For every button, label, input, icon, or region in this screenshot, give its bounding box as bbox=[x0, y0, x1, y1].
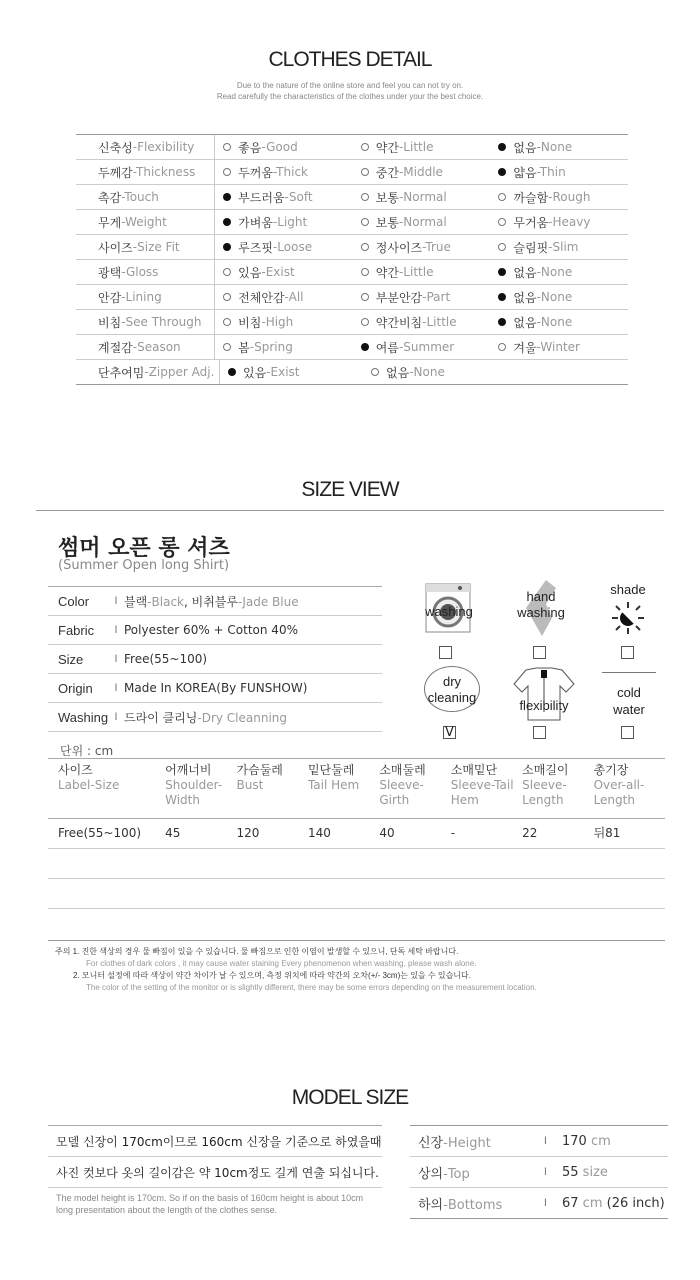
detail-label bbox=[76, 260, 215, 284]
model-separator: l bbox=[544, 1135, 547, 1147]
model-size-value bbox=[562, 1134, 611, 1149]
empty-circle-icon bbox=[361, 268, 369, 276]
option-ko: 없음 bbox=[513, 315, 537, 330]
model-line-1: 모델 신장이 170cm이므로 160cm 신장을 기준으로 하였을때 bbox=[48, 1126, 382, 1157]
divider bbox=[48, 940, 665, 941]
info-row bbox=[48, 645, 382, 674]
size-view-title: SIZE VIEW bbox=[301, 478, 399, 501]
info-key: Origin bbox=[58, 680, 93, 696]
header-en: Sleeve-Girth bbox=[379, 778, 424, 807]
selected-dot-icon bbox=[361, 343, 369, 351]
detail-option bbox=[490, 239, 628, 256]
detail-option bbox=[215, 214, 353, 231]
detail-row bbox=[76, 285, 628, 310]
size-data-cell: - bbox=[450, 826, 456, 840]
option-en: -Exist bbox=[261, 265, 295, 279]
header-en: Sleeve-Tail Hem bbox=[450, 778, 514, 807]
size-data-cell: Free(55~100) bbox=[58, 826, 142, 840]
detail-label-en: -Zipper Adj. bbox=[144, 365, 215, 379]
selected-dot-icon bbox=[223, 243, 231, 251]
size-header-cell bbox=[165, 763, 236, 818]
detail-option bbox=[353, 189, 491, 206]
header-ko: 어깨너비 bbox=[165, 763, 212, 777]
empty-row bbox=[48, 849, 665, 879]
empty-circle-icon bbox=[361, 293, 369, 301]
header-en: Tail Hem bbox=[307, 778, 360, 792]
header-en: Sleeve-Length bbox=[522, 778, 567, 807]
empty-circle-icon bbox=[223, 343, 231, 351]
washing-label: washing bbox=[425, 604, 473, 619]
info-row bbox=[48, 674, 382, 703]
empty-circle-icon bbox=[371, 368, 379, 376]
detail-option bbox=[353, 214, 491, 231]
shade-checkbox[interactable] bbox=[621, 646, 634, 659]
detail-option bbox=[490, 339, 628, 356]
header-ko: 소매밑단 bbox=[450, 763, 498, 777]
size-data-row bbox=[48, 819, 665, 849]
header-ko: 소매길이 bbox=[522, 763, 569, 777]
detail-label bbox=[76, 310, 215, 334]
detail-table bbox=[76, 134, 628, 385]
option-en: -Light bbox=[272, 215, 308, 229]
option-en: -Normal bbox=[398, 190, 447, 204]
note-1-ko: 주의 1. 진한 색상의 경우 물 빠짐이 있을 수 있습니다. 물 빠짐으로 인한 이염이 발생할 수 있으니, 단독 세탁 바랍니다. bbox=[55, 947, 459, 956]
sun-icon bbox=[608, 600, 648, 636]
model-separator: l bbox=[544, 1197, 547, 1209]
model-size-key bbox=[410, 1194, 544, 1213]
detail-row bbox=[76, 235, 628, 260]
model-size-value bbox=[562, 1196, 665, 1211]
model-extra: (26 inch) bbox=[602, 1195, 665, 1211]
option-en: -Thick bbox=[272, 165, 308, 179]
detail-option bbox=[490, 264, 628, 281]
size-data-cell: 22 bbox=[522, 826, 538, 840]
size-data-cell: 120 bbox=[236, 826, 260, 840]
detail-option bbox=[215, 289, 353, 306]
detail-label bbox=[76, 235, 215, 259]
option-ko: 부분안감 bbox=[375, 290, 423, 305]
option-en: -Little bbox=[422, 315, 457, 329]
empty-circle-icon bbox=[223, 143, 231, 151]
note-1-en: For clothes of dark colors , it may cause water staining Every phenomenon when washing, please wash alone. bbox=[86, 959, 477, 968]
dry-line-1: dry bbox=[442, 674, 462, 689]
option-en: -Loose bbox=[272, 240, 313, 254]
option-ko: 좋음 bbox=[238, 140, 262, 155]
model-size-row bbox=[410, 1157, 668, 1188]
cold-line-1: cold bbox=[617, 685, 641, 700]
info-value: Polyester 60% + Cotton 40% bbox=[124, 623, 298, 637]
info-separator: l bbox=[114, 711, 118, 723]
info-key: Color bbox=[58, 593, 90, 609]
model-unit: size bbox=[578, 1164, 608, 1180]
empty-circle-icon bbox=[498, 218, 506, 226]
option-ko: 부드러움 bbox=[238, 190, 285, 205]
detail-label-ko: 촉감 bbox=[98, 190, 122, 205]
info-value-part: -Jade Blue bbox=[237, 594, 299, 609]
detail-option bbox=[490, 164, 628, 181]
detail-label bbox=[76, 210, 215, 234]
info-value-part: -Dry Cleanning bbox=[197, 710, 288, 725]
size-data-cell: 40 bbox=[379, 826, 395, 840]
shade-label: shade bbox=[610, 582, 646, 597]
hand-washing-checkbox[interactable] bbox=[533, 646, 546, 659]
size-data-cell: 뒤81 bbox=[593, 826, 621, 840]
option-en: -Spring bbox=[249, 340, 293, 354]
model-size-row bbox=[410, 1126, 668, 1157]
info-key: Size bbox=[58, 651, 84, 667]
detail-option bbox=[215, 164, 353, 181]
info-value-part: , 비취블루 bbox=[183, 594, 238, 609]
option-en: -High bbox=[261, 315, 294, 329]
header-en: Shoulder-Width bbox=[165, 778, 223, 807]
detail-subtitle-2: Read carefully the characteristics of the clothes under your the best choice. bbox=[216, 92, 484, 101]
info-key: Fabric bbox=[58, 622, 95, 638]
selected-dot-icon bbox=[498, 318, 506, 326]
detail-option bbox=[490, 189, 628, 206]
option-ko: 겨울 bbox=[513, 340, 537, 355]
detail-row bbox=[76, 185, 628, 210]
option-en: -None bbox=[536, 315, 573, 329]
detail-label-en: -Thickness bbox=[132, 165, 196, 179]
model-key-ko: 하의 bbox=[418, 1197, 444, 1213]
info-separator: l bbox=[114, 682, 118, 694]
model-line-2: 사진 컷보다 옷의 길이감은 약 10cm정도 길게 연출 되십니다. bbox=[48, 1157, 382, 1188]
detail-row bbox=[76, 360, 628, 385]
option-ko: 루즈핏 bbox=[238, 240, 273, 255]
model-size-table bbox=[410, 1125, 668, 1219]
selected-dot-icon bbox=[498, 293, 506, 301]
option-en: -None bbox=[536, 290, 573, 304]
option-en: -Rough bbox=[548, 190, 591, 204]
header-en: Over-all-Length bbox=[593, 778, 645, 807]
option-ko: 보통 bbox=[375, 190, 399, 205]
detail-option bbox=[215, 314, 353, 331]
detail-label-en: -Touch bbox=[121, 190, 159, 204]
selected-dot-icon bbox=[498, 143, 506, 151]
detail-option bbox=[490, 314, 628, 331]
header-ko: 사이즈 bbox=[58, 763, 93, 777]
detail-label-ko: 광택 bbox=[98, 265, 122, 280]
model-key-en: -Height bbox=[443, 1135, 491, 1151]
detail-option bbox=[215, 239, 353, 256]
size-header-cell bbox=[48, 763, 165, 818]
option-en: -Good bbox=[261, 140, 298, 154]
detail-option bbox=[353, 339, 491, 356]
header-en: Bust bbox=[236, 778, 264, 792]
detail-option bbox=[353, 314, 491, 331]
info-value: Free(55~100) bbox=[124, 652, 208, 666]
option-ko: 없음 bbox=[513, 290, 537, 305]
unit-label: 단위 : cm bbox=[60, 744, 114, 758]
option-ko: 슬림핏 bbox=[513, 240, 549, 255]
option-ko: 있음 bbox=[238, 265, 262, 280]
option-ko: 여름 bbox=[375, 340, 399, 355]
detail-option bbox=[490, 214, 628, 231]
option-en: -Exist bbox=[266, 365, 300, 379]
empty-circle-icon bbox=[223, 318, 231, 326]
model-key-en: -Bottoms bbox=[443, 1197, 503, 1213]
detail-row bbox=[76, 310, 628, 335]
dry-cleaning-checkbox[interactable]: V bbox=[443, 726, 456, 739]
selected-dot-icon bbox=[498, 168, 506, 176]
model-separator: l bbox=[544, 1166, 547, 1178]
option-ko: 약간 bbox=[375, 140, 399, 155]
option-en: -Soft bbox=[284, 190, 313, 204]
flexibility-label: flexibility bbox=[519, 698, 569, 713]
detail-option bbox=[353, 289, 491, 306]
detail-label-en: -Lining bbox=[121, 290, 162, 304]
header-ko: 총기장 bbox=[593, 763, 629, 777]
info-separator: l bbox=[114, 624, 118, 636]
model-key-ko: 신장 bbox=[418, 1135, 444, 1151]
cold-water-checkbox[interactable] bbox=[621, 726, 634, 739]
model-value: 55 bbox=[562, 1164, 579, 1180]
detail-option bbox=[220, 364, 363, 381]
hand-washing-label bbox=[508, 589, 574, 621]
model-unit: cm bbox=[578, 1195, 603, 1211]
option-ko: 없음 bbox=[513, 140, 537, 155]
detail-row bbox=[76, 210, 628, 235]
option-en: -Heavy bbox=[548, 215, 591, 229]
option-ko: 봄 bbox=[238, 340, 250, 355]
detail-option bbox=[363, 364, 506, 381]
info-value-part: 드라이 클리닝 bbox=[124, 710, 198, 725]
detail-row bbox=[76, 335, 628, 360]
detail-label bbox=[76, 285, 215, 309]
size-header-cell bbox=[522, 763, 593, 818]
detail-label-en: -Weight bbox=[121, 215, 167, 229]
detail-option bbox=[215, 139, 353, 156]
detail-option bbox=[353, 264, 491, 281]
detail-label-ko: 신축성 bbox=[98, 140, 133, 155]
detail-row bbox=[76, 260, 628, 285]
option-ko: 있음 bbox=[243, 365, 267, 380]
detail-option bbox=[353, 164, 491, 181]
clothes-detail-title: CLOTHES DETAIL bbox=[268, 48, 432, 71]
detail-label-ko: 안감 bbox=[98, 290, 122, 305]
cold-line-2: water bbox=[613, 702, 645, 717]
empty-circle-icon bbox=[223, 168, 231, 176]
detail-label-en: -Season bbox=[132, 340, 181, 354]
note-2-en: The color of the setting of the monitor or is slightly different, there may be some errors depending on the measurement location. bbox=[86, 983, 537, 992]
detail-label-ko: 계절감 bbox=[98, 340, 133, 355]
option-en: -Little bbox=[398, 140, 434, 154]
model-key-en: -Top bbox=[443, 1166, 470, 1182]
empty-circle-icon bbox=[361, 143, 369, 151]
dry-cleaning-label bbox=[420, 674, 484, 706]
empty-circle-icon bbox=[223, 268, 231, 276]
empty-circle-icon bbox=[498, 343, 506, 351]
hand-washing-line-1: hand bbox=[526, 589, 556, 604]
model-size-key bbox=[410, 1163, 544, 1182]
option-ko: 가벼움 bbox=[238, 215, 273, 230]
option-ko: 두꺼움 bbox=[238, 165, 273, 180]
divider bbox=[36, 510, 664, 511]
empty-circle-icon bbox=[361, 168, 369, 176]
info-separator: l bbox=[114, 653, 118, 665]
size-header-cell bbox=[237, 763, 308, 818]
detail-label bbox=[76, 185, 215, 209]
product-info-table bbox=[48, 586, 382, 732]
model-key-ko: 상의 bbox=[418, 1166, 444, 1182]
empty-circle-icon bbox=[361, 218, 369, 226]
selected-dot-icon bbox=[223, 218, 231, 226]
empty-circle-icon bbox=[361, 318, 369, 326]
info-value-part: 블랙 bbox=[124, 594, 148, 609]
detail-option bbox=[353, 139, 491, 156]
detail-label bbox=[76, 335, 215, 359]
dry-line-2: cleaning bbox=[427, 690, 477, 705]
hand-washing-line-2: washing bbox=[517, 605, 565, 620]
detail-label-ko: 두께감 bbox=[98, 165, 133, 180]
option-ko: 전체안감 bbox=[238, 290, 285, 305]
size-data-cell: 140 bbox=[307, 826, 331, 840]
size-header-cell bbox=[594, 763, 665, 818]
detail-row bbox=[76, 135, 628, 160]
info-value: Made In KOREA(By FUNSHOW) bbox=[124, 681, 308, 695]
option-en: -True bbox=[422, 240, 451, 254]
detail-option bbox=[353, 239, 491, 256]
detail-option bbox=[490, 289, 628, 306]
model-note: The model height is 170cm. So if on the basis of 160cm height is about 10cm long presentation about the length of the clothes sense. bbox=[56, 1193, 364, 1215]
info-value-part: -Black bbox=[147, 594, 184, 609]
size-header-cell bbox=[379, 763, 450, 818]
selected-dot-icon bbox=[223, 193, 231, 201]
detail-label-en: -Size Fit bbox=[132, 240, 180, 254]
empty-row bbox=[48, 879, 665, 909]
header-ko: 가슴둘레 bbox=[236, 763, 283, 777]
detail-label-ko: 무게 bbox=[98, 215, 122, 230]
size-table-header bbox=[48, 759, 665, 819]
header-ko: 밑단둘레 bbox=[307, 763, 355, 777]
detail-subtitle-1: Due to the nature of the online store and feel you can not try on. bbox=[236, 81, 464, 90]
info-row bbox=[48, 616, 382, 645]
option-en: -None bbox=[409, 365, 445, 379]
empty-circle-icon bbox=[498, 243, 506, 251]
option-ko: 약간비침 bbox=[375, 315, 423, 330]
product-name-ko: 썸머 오픈 롱 셔츠 bbox=[58, 536, 230, 561]
detail-label-ko: 단추여밈 bbox=[98, 365, 145, 380]
size-header-cell bbox=[451, 763, 522, 818]
empty-circle-icon bbox=[361, 193, 369, 201]
empty-circle-icon bbox=[361, 243, 369, 251]
model-value: 67 bbox=[562, 1195, 579, 1211]
header-ko: 소매둘레 bbox=[379, 763, 426, 777]
selected-dot-icon bbox=[228, 368, 236, 376]
detail-label bbox=[76, 360, 220, 384]
cold-water-label bbox=[600, 684, 658, 718]
option-ko: 비침 bbox=[238, 315, 262, 330]
option-en: -Summer bbox=[398, 340, 455, 354]
info-value bbox=[124, 593, 299, 610]
detail-label bbox=[76, 160, 215, 184]
info-row bbox=[48, 587, 382, 616]
option-en: -Slim bbox=[548, 240, 579, 254]
model-size-row bbox=[410, 1188, 668, 1219]
option-ko: 정사이즈 bbox=[375, 240, 423, 255]
empty-circle-icon bbox=[223, 293, 231, 301]
shirt-icon bbox=[512, 666, 576, 722]
detail-label bbox=[76, 135, 215, 159]
option-en: -Normal bbox=[398, 215, 447, 229]
selected-dot-icon bbox=[498, 268, 506, 276]
option-en: -Winter bbox=[536, 340, 580, 354]
option-en: -None bbox=[536, 265, 573, 279]
model-size-value bbox=[562, 1165, 608, 1180]
option-ko: 없음 bbox=[513, 265, 537, 280]
model-size-key bbox=[410, 1132, 544, 1151]
size-data-cell: 45 bbox=[165, 826, 181, 840]
option-en: -All bbox=[284, 290, 304, 304]
flexibility-checkbox[interactable] bbox=[533, 726, 546, 739]
option-ko: 무거움 bbox=[513, 215, 549, 230]
option-ko: 얇음 bbox=[513, 165, 537, 180]
option-en: -Thin bbox=[536, 165, 566, 179]
option-ko: 없음 bbox=[386, 365, 410, 380]
option-en: -Middle bbox=[398, 165, 443, 179]
size-header-cell bbox=[308, 763, 379, 818]
detail-option bbox=[215, 339, 353, 356]
option-ko: 까슬함 bbox=[513, 190, 549, 205]
product-name-en: (Summer Open long Shirt) bbox=[58, 558, 230, 573]
detail-row bbox=[76, 160, 628, 185]
option-ko: 보통 bbox=[375, 215, 399, 230]
detail-option bbox=[215, 264, 353, 281]
detail-label-en: -Gloss bbox=[121, 265, 159, 279]
detail-label-ko: 사이즈 bbox=[98, 240, 133, 255]
option-en: -None bbox=[536, 140, 573, 154]
option-en: -Part bbox=[422, 290, 451, 304]
empty-circle-icon bbox=[498, 193, 506, 201]
model-size-title: MODEL SIZE bbox=[291, 1086, 409, 1109]
model-description bbox=[48, 1125, 382, 1220]
header-en: Label-Size bbox=[58, 778, 120, 792]
option-en: -Little bbox=[398, 265, 434, 279]
note-2-ko: 2. 모니터 설정에 따라 색상이 약간 차이가 날 수 있으며, 측정 위치에 따라 약간의 오차(+/- 3cm)는 있을 수 있습니다. bbox=[73, 971, 471, 980]
detail-label-en: -See Through bbox=[121, 315, 202, 329]
detail-option bbox=[215, 189, 353, 206]
info-value bbox=[124, 709, 287, 726]
info-separator: l bbox=[114, 595, 118, 607]
detail-label-ko: 비침 bbox=[98, 315, 122, 330]
size-table bbox=[48, 758, 665, 909]
option-ko: 약간 bbox=[375, 265, 399, 280]
info-row bbox=[48, 703, 382, 732]
info-key: Washing bbox=[58, 709, 109, 725]
detail-label-en: -Flexibility bbox=[132, 140, 195, 154]
washing-checkbox[interactable] bbox=[439, 646, 452, 659]
option-ko: 중간 bbox=[375, 165, 399, 180]
model-value: 170 bbox=[562, 1133, 587, 1149]
model-unit: cm bbox=[586, 1133, 611, 1149]
detail-option bbox=[490, 139, 628, 156]
